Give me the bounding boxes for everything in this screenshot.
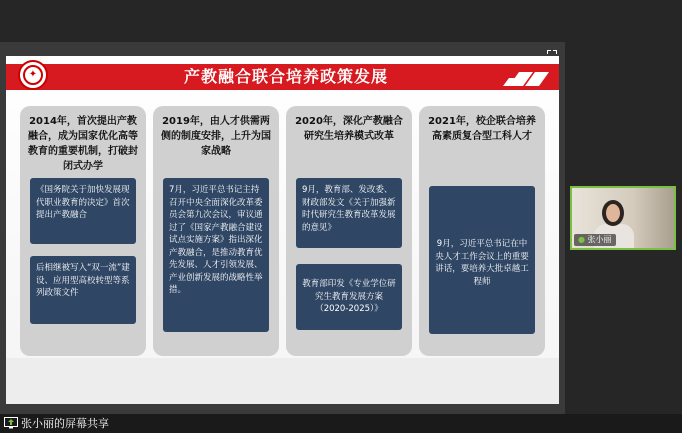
- column-heading: 2021年，校企联合培养高素质复合型工科人才: [428, 116, 536, 142]
- brand-stripes-icon: [503, 68, 551, 86]
- microphone-icon: ●: [578, 235, 585, 244]
- shared-screen-area: [0, 42, 565, 414]
- policy-card: 7月，习近平总书记主持召开中央全面深化改革委员会第九次会议，审议通过了《国家产教融合建设试点实施方案》指出深化产教融合，是推动教育优先发展、人才引领发展、产业创新发展的战略性举措。: [163, 178, 269, 332]
- participant-name: 张小丽: [587, 235, 612, 244]
- policy-card: 后相继被写入“双一流”建设、应用型高校转型等系列政策文件: [30, 256, 136, 324]
- participant-video-tile[interactable]: [570, 186, 676, 250]
- column-heading: 2014年，首次提出产教融合，成为国家优化高等教育的重要机制，打破封闭式办学: [28, 116, 138, 172]
- column-heading: 2020年，深化产教融合研究生培养模式改革: [295, 116, 403, 142]
- policy-column-2020: [286, 106, 412, 356]
- policy-column-2021: [419, 106, 545, 356]
- presentation-slide: [6, 56, 559, 404]
- screen-share-bar: [0, 414, 682, 433]
- slide-footer: [6, 358, 559, 404]
- top-bar: [0, 0, 682, 42]
- policy-column-2014: [20, 106, 146, 356]
- policy-card: 9月，习近平总书记在中央人才工作会议上的重要讲话，要培养大批卓越工程师: [429, 186, 535, 334]
- policy-column-2019: [153, 106, 279, 356]
- screen-share-label: 张小丽的屏幕共享: [21, 417, 109, 430]
- policy-card: 教育部印发《专业学位研究生教育发展方案（2020-2025）》: [296, 264, 402, 330]
- policy-card: 9月，教育部、发改委、财政部发文《关于加强新时代研究生教育改革发展的意见》: [296, 178, 402, 248]
- university-seal-icon: ✦: [18, 60, 48, 90]
- slide-title: 产教融合联合培养政策发展: [183, 67, 388, 86]
- fullscreen-icon[interactable]: [547, 50, 557, 60]
- column-heading: 2019年，由人才供需两侧的制度安排，上升为国家战略: [161, 116, 271, 157]
- participant-face: [606, 204, 620, 222]
- policy-card: 《国务院关于加快发展现代职业教育的决定》首次提出产教融合: [30, 178, 136, 244]
- participant-name-tag: [574, 234, 616, 246]
- screen-share-icon[interactable]: [4, 417, 18, 429]
